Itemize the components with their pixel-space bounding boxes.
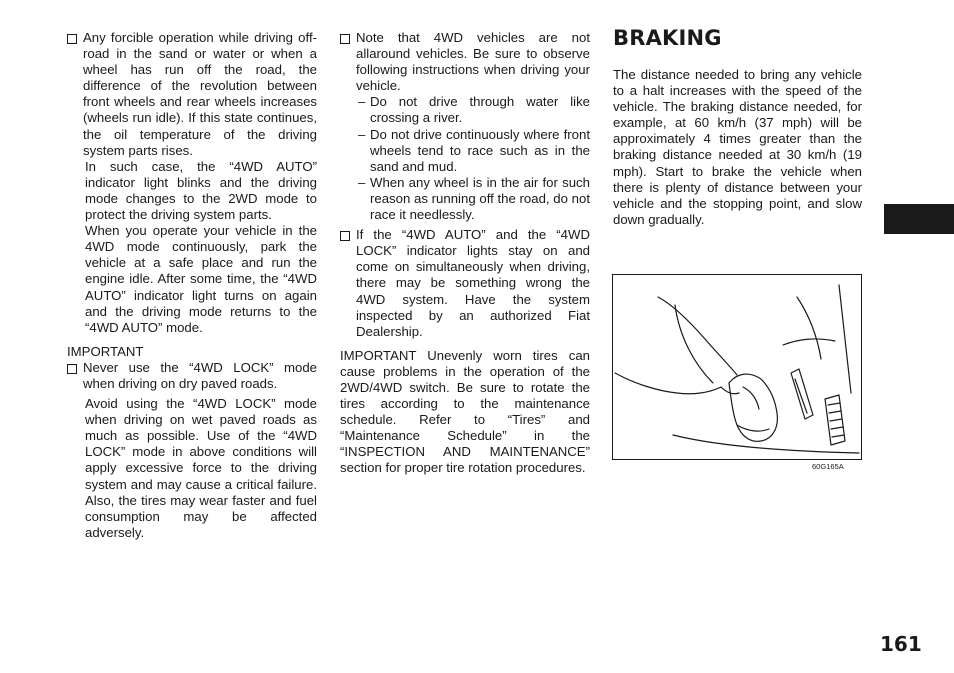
section-heading-braking: BRAKING	[613, 26, 722, 50]
bullet-indicator-lights	[340, 227, 590, 340]
paragraph-continuous-4wd: When you operate your vehicle in the 4WD mode continuously, park the vehicle at a safe place and run the engine idle. After some time, the “4WD AUTO” indicator light turns on again and the driving mode returns to the “4WD AUTO” mode.	[85, 223, 317, 335]
dash-item-sand	[340, 127, 590, 175]
bullet-indicator-lights-text: If the “4WD AUTO” and the “4WD LOCK” indicator lights stay on and come on simultaneously when driving, there may be something wrong the 4WD system. Have the system inspected by an authorized Fiat Dealership.	[356, 227, 590, 339]
paragraph-avoid-4wd-lock-wet: Avoid using the “4WD LOCK” mode when driving on wet paved roads as much as possible. Use of the “4WD LOCK” mode in above conditions will apply excessive force to the driving system and may cause a critical failure. Also, the tires may wear faster and fuel consumption may be affected adversely.	[85, 396, 317, 540]
paragraph-4wd-auto-blinks: In such case, the “4WD AUTO” indicator light blinks and the driving mode changes to the 2WD mode to protect the driving system parts.	[85, 158, 317, 223]
bullet-4wd-not-allaround	[340, 30, 590, 94]
section-tab-marker	[884, 204, 954, 234]
bullet-offroad-text: Any forcible operation while driving off-road in the sand or water or when a wheel has run off the road, the difference of the revolution between front wheels and rear wheels increases (wheels run idle). If this state continues, the oil temperature of the driving system parts rises.	[83, 30, 317, 158]
bullet-4wd-not-allaround-text: Note that 4WD vehicles are not allaround vehicles. Be sure to observe following instructions when driving your vehicle.	[356, 30, 590, 94]
dash-marker: –	[358, 174, 366, 190]
braking-body-text: The distance needed to bring any vehicle to a halt increases with the speed of the vehicle. The braking distance needed, for example, at 60 km/h (37 mph) will be approximately 4 times greater than the braking distance needed at 30 km/h (19 mph). Start to brake the vehicle when there is plenty of distance between your vehicle and the stopping point, and slow down gradually.	[613, 67, 862, 227]
checkbox-bullet-icon	[67, 34, 77, 44]
column-right	[613, 67, 862, 228]
bullet-offroad	[67, 30, 317, 159]
dash-item-sand-text: Do not drive continuously where front wheels tend to race such as in the sand and mud.	[370, 126, 590, 174]
checkbox-bullet-icon	[67, 364, 77, 374]
foot-on-brake-pedal-illustration	[613, 275, 861, 459]
dash-marker: –	[358, 126, 366, 142]
dash-item-wheel-air-text: When any wheel is in the air for such reason as running off the road, do not race it needlessly.	[370, 174, 590, 223]
important-tires-paragraph: IMPORTANT Unevenly worn tires can cause problems in the operation of the 2WD/4WD switch. Be sure to rotate the tires according to the maintenance schedule. Refer to “Tires” and “Maintenance Schedule” in the “INSPECTION AND MAINTENANCE” section for proper tire rotation procedures.	[340, 347, 590, 476]
bullet-no-4wd-lock-dry-text: Never use the “4WD LOCK” mode when driving on dry paved roads.	[83, 359, 317, 391]
dash-marker: –	[358, 94, 366, 110]
bullet-no-4wd-lock-dry	[67, 360, 317, 392]
column-middle	[340, 30, 590, 477]
checkbox-bullet-icon	[340, 34, 350, 44]
page-number: 161	[880, 632, 922, 656]
braking-illustration	[612, 274, 862, 460]
checkbox-bullet-icon	[340, 231, 350, 241]
dash-item-water-text: Do not drive through water like crossing a river.	[370, 94, 590, 126]
dash-item-wheel-air	[340, 175, 590, 223]
important-label: IMPORTANT	[67, 343, 144, 359]
dash-item-water	[340, 94, 590, 126]
column-left	[67, 30, 317, 541]
figure-code: 60G165A	[812, 462, 844, 471]
